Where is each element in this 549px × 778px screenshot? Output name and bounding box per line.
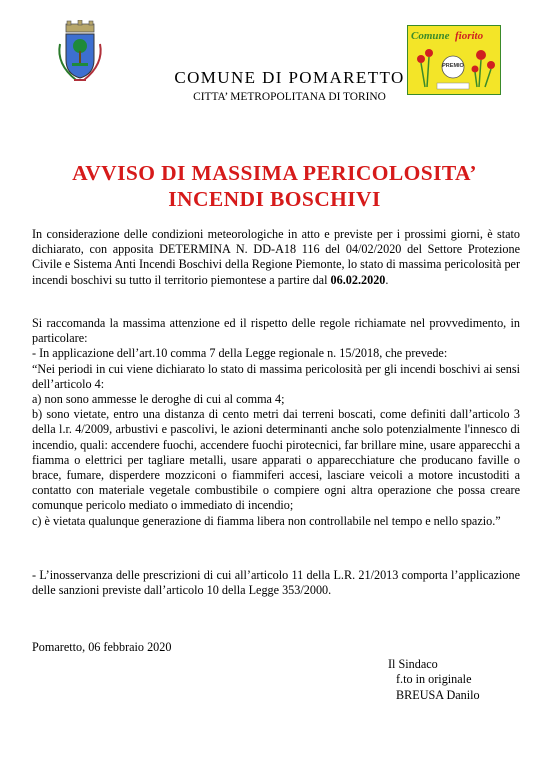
svg-text:PREMIO: PREMIO — [442, 63, 464, 69]
comune-name: COMUNE DI POMARETTO — [174, 68, 405, 87]
regole-quote: “Nei periodi in cui viene dichiarato lo stato di massima pericolosità per gli incendi boschivi ai sensi dell’articolo 4: — [32, 361, 520, 391]
regole-intro: Si raccomanda la massima attenzione ed il rispetto delle regole richiamate nel provvedimento, in particolare: — [32, 316, 520, 346]
paragraph-determina-end: . — [385, 272, 389, 287]
signature-name: BREUSA Danilo — [396, 687, 480, 702]
svg-text:fiorito: fiorito — [455, 30, 484, 42]
place-date: Pomaretto, 06 febbraio 2020 — [32, 640, 172, 654]
regole-item-a: a) non sono ammesse le deroghe di cui al comma 4; — [32, 392, 285, 407]
paragraph-sanzioni: - L’inosservanza delle prescrizioni di cui all’articolo 11 della L.R. 21/2013 comporta l’applicazione delle sanzioni previste dall’articolo 10 della Legge 353/2000. — [32, 568, 520, 598]
paragraph-regole — [32, 316, 520, 529]
signature-note: f.to in originale — [396, 672, 472, 687]
regole-legge: - In applicazione dell’art.10 comma 7 della Legge regionale n. 15/2018, che prevede: — [32, 346, 448, 361]
metro-city-subtitle: CITTA’ METROPOLITANA DI TORINO — [193, 91, 386, 103]
start-date: 06.02.2020 — [330, 272, 386, 287]
notice-title-line1: AVVISO DI MASSIMA PERICOLOSITA’ — [72, 161, 477, 185]
paragraph-determina — [32, 227, 520, 288]
notice-title-line2: INCENDI BOSCHIVI — [168, 187, 381, 211]
signature-role: Il Sindaco — [388, 657, 438, 671]
signature-block — [388, 657, 480, 703]
svg-text:Comune: Comune — [411, 30, 450, 42]
regole-item-c: c) è vietata qualunque generazione di fiamma libera non controllabile nel tempo e nello spazio.” — [32, 513, 501, 528]
notice-title — [0, 160, 549, 212]
paragraph-determina-text: In considerazione delle condizioni meteorologiche in atto e previste per i prossimi giorni, è stato dichiarato, con apposita DETERMINA N. DD-A18 116 del 04/02/2020 del Settore Protezione Civile e Sistema Anti Incendi Boschivi della Regione Piemonte, lo stato di massima pericolosità per incendi boschivi su tutto il territorio piemontese a partire dal — [32, 227, 520, 287]
regole-item-b: b) sono vietate, entro una distanza di cento metri dai terreni boscati, come definiti dall’articolo 3 della l.r. 4/2009, arbustivi e pascolivi, le azioni determinanti anche solo potenzialmente l'innesco di incendio, quali: accendere fuochi, accendere fuochi pirotecnici, far brillare mine, usare apparecchi a fiamma o elettrici per tagliare metalli, usare apparati o apparecchiature che producano faville o brace, fumare, disperdere mozziconi o fiammiferi accesi, lasciare veicoli a motore incustoditi a contatto con materiale vegetale combustibile o compiere ogni altra operazione che possa creare comunque pericolo mediato o immediato di incendio; — [32, 407, 520, 513]
